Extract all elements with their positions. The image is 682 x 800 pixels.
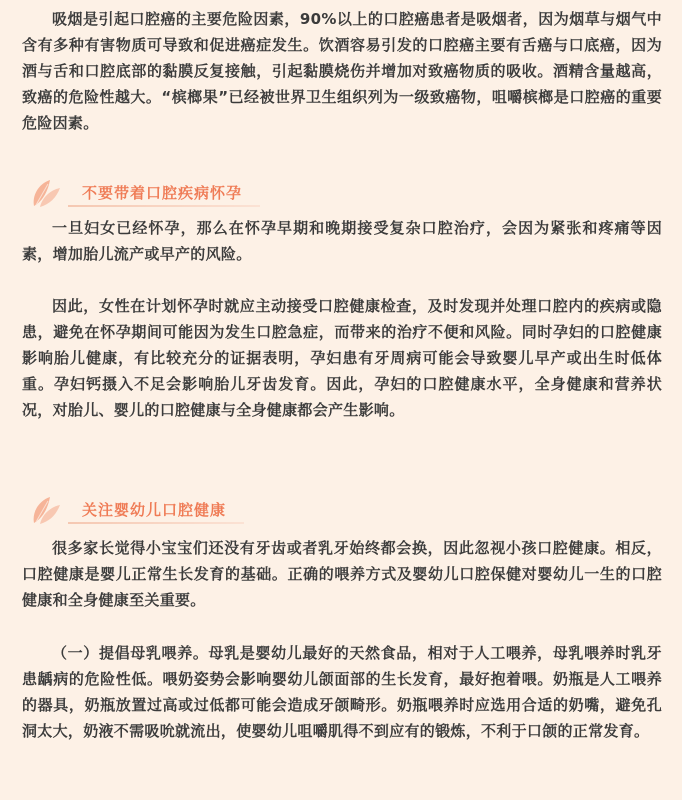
section-title-text: 不要带着口腔疾病怀孕 <box>82 184 243 202</box>
title-underline <box>68 522 244 524</box>
section-title <box>68 496 244 524</box>
leaf-icon <box>28 176 68 210</box>
infant-paragraph-2: （一）提倡母乳喂养。母乳是婴幼儿最好的天然食品，相对于人工喂养，母乳喂养时乳牙患龋病的危险性低。喂奶姿势会影响婴幼儿颌面部的生长发育，最好抱着喂。奶瓶是人工喂养的器具，奶瓶放置过高或过低都可能会造成牙颌畸形。奶瓶喂养时应选用合适的奶嘴，避免孔洞太大，奶液不需吸吮就流出，使婴幼儿咀嚼肌得不到应有的锻炼，不利于口颌的正常发育。 <box>22 644 662 740</box>
section-title-text: 关注婴幼儿口腔健康 <box>82 501 227 519</box>
pregnancy-paragraph-2: 因此，女性在计划怀孕时就应主动接受口腔健康检查，及时发现并处理口腔内的疾病或隐患，避免在怀孕期间可能因为发生口腔急症，而带来的治疗不便和风险。同时孕妇的口腔健康影响胎儿健康，有比较充分的证据表明，孕妇患有牙周病可能会导致婴儿早产或出生时低体重。孕妇钙摄入不足会影响胎儿牙齿发育。因此，孕妇的口腔健康水平，全身健康和营养状况，对胎儿、婴儿的口腔健康与全身健康都会产生影响。 <box>22 297 662 419</box>
title-underline <box>68 205 260 207</box>
section-heading-infant <box>28 493 244 527</box>
infant-paragraph-1: 很多家长觉得小宝宝们还没有牙齿或者乳牙始终都会换，因此忽视小孩口腔健康。相反，口腔健康是婴儿正常生长发育的基础。正确的喂养方式及婴幼儿口腔保健对婴幼儿一生的口腔健康和全身健康至关重要。 <box>22 539 662 609</box>
intro-paragraph: 吸烟是引起口腔癌的主要危险因素，90%以上的口腔癌患者是吸烟者，因为烟草与烟气中含有多种有害物质可导致和促进癌症发生。饮酒容易引发的口腔癌主要有舌癌与口底癌，因为酒与舌和口腔底部的黏膜反复接触，引起黏膜烧伤并增加对致癌物质的吸收。酒精含量越高，致癌的危险性越大。“槟榔果”已经被世界卫生组织列为一级致癌物，咀嚼槟榔是口腔癌的重要危险因素。 <box>22 10 662 132</box>
leaf-icon <box>28 493 68 527</box>
section-title <box>68 179 260 207</box>
pregnancy-paragraph-1: 一旦妇女已经怀孕，那么在怀孕早期和晚期接受复杂口腔治疗，会因为紧张和疼痛等因素，增加胎儿流产或早产的风险。 <box>22 219 662 263</box>
section-heading-pregnancy <box>28 176 260 210</box>
